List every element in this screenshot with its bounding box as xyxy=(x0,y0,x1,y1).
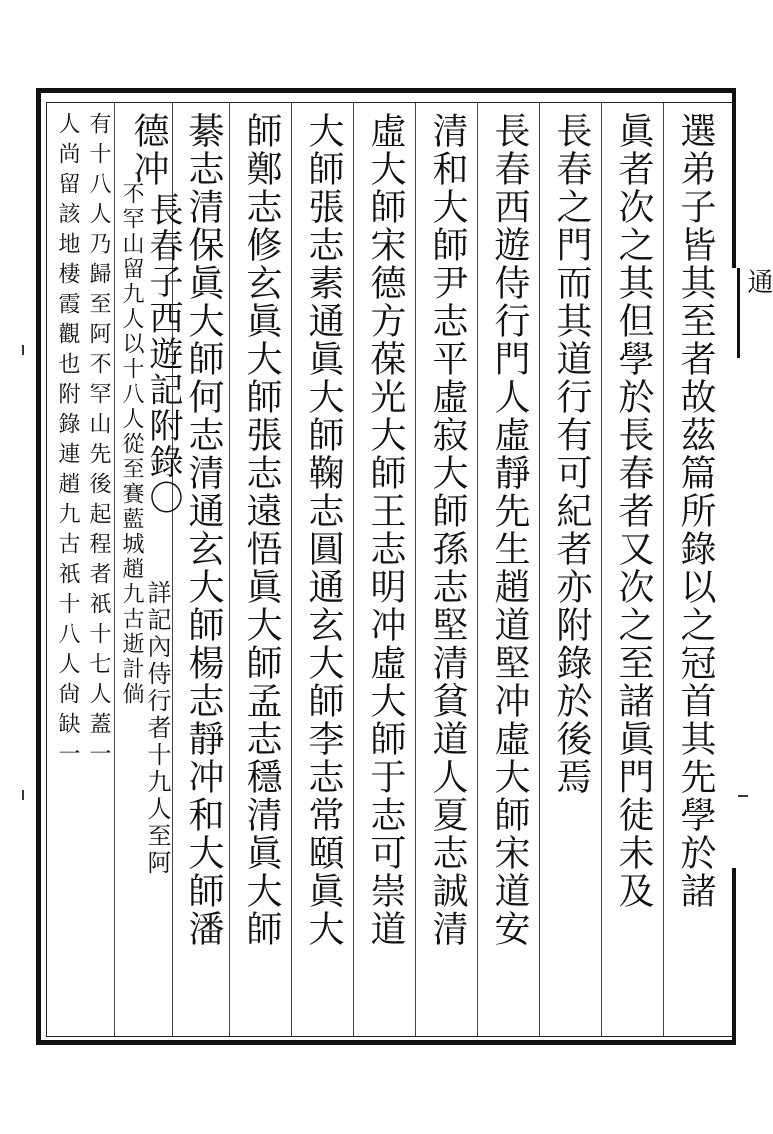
text-column-7: 大師張志素通眞大師鞠志圓通玄大師李志常頤眞大 xyxy=(303,112,344,948)
inner-border-left xyxy=(46,102,47,1036)
edge-mark xyxy=(738,795,748,797)
text-column-4: 長春西遊侍行門人虛靜先生趙道堅冲虛大師宋道安 xyxy=(489,112,530,948)
inner-border-top xyxy=(46,102,734,103)
text-column-1: 選弟子皆其至者故茲篇所錄以之冠首其先學於諸 xyxy=(675,112,716,910)
frame-right-edge-bottom xyxy=(732,868,736,1045)
column-rule xyxy=(415,103,416,1036)
text-column-11: 有十八人乃歸至阿不罕山先後起程者祇十七人蓋一 xyxy=(86,112,111,772)
column-rule xyxy=(229,103,230,1036)
edge-mark xyxy=(22,345,24,355)
column-rule xyxy=(291,103,292,1036)
text-column-12: 人尚留該地棲霞觀也附錄連趙九古祇十八人尙缺一 xyxy=(55,112,80,772)
text-column-10-small: 不罕山留九人以十八人從至賽藍城趙九古逝計倘 xyxy=(119,182,144,707)
text-column-3: 長春之門而其道行有可紀者亦附錄於後焉 xyxy=(551,112,592,796)
column-rule xyxy=(353,103,354,1036)
text-column-10-note: 詳記內侍行者十九人至阿 xyxy=(143,580,171,877)
text-column-9: 綦志清保眞大師何志清通玄大師楊志靜冲和大師潘 xyxy=(183,112,224,948)
margin-tab: 通 xyxy=(737,268,772,358)
column-rule xyxy=(601,103,602,1036)
inner-border-bottom xyxy=(46,1036,734,1037)
column-rule xyxy=(477,103,478,1036)
edge-mark xyxy=(22,790,24,800)
text-column-8: 師鄭志修玄眞大師張志遠悟眞大師孟志穩清眞大師 xyxy=(241,112,282,948)
frame-right-edge-top xyxy=(732,88,736,268)
column-rule xyxy=(114,103,115,1036)
text-column-5: 清和大師尹志平虛寂大師孫志堅清貧道人夏志誠清 xyxy=(427,112,468,948)
text-column-10-main: 長春子西遊記附錄〇 xyxy=(143,192,183,516)
text-column-6: 虛大師宋德方葆光大師王志明冲虛大師于志可崇道 xyxy=(365,112,406,948)
text-column-2: 眞者次之其但學於長春者又次之至諸眞門徒未及 xyxy=(613,112,654,910)
text-column-10-head: 德冲 xyxy=(128,112,169,188)
column-rule xyxy=(663,103,664,1036)
column-rule xyxy=(539,103,540,1036)
